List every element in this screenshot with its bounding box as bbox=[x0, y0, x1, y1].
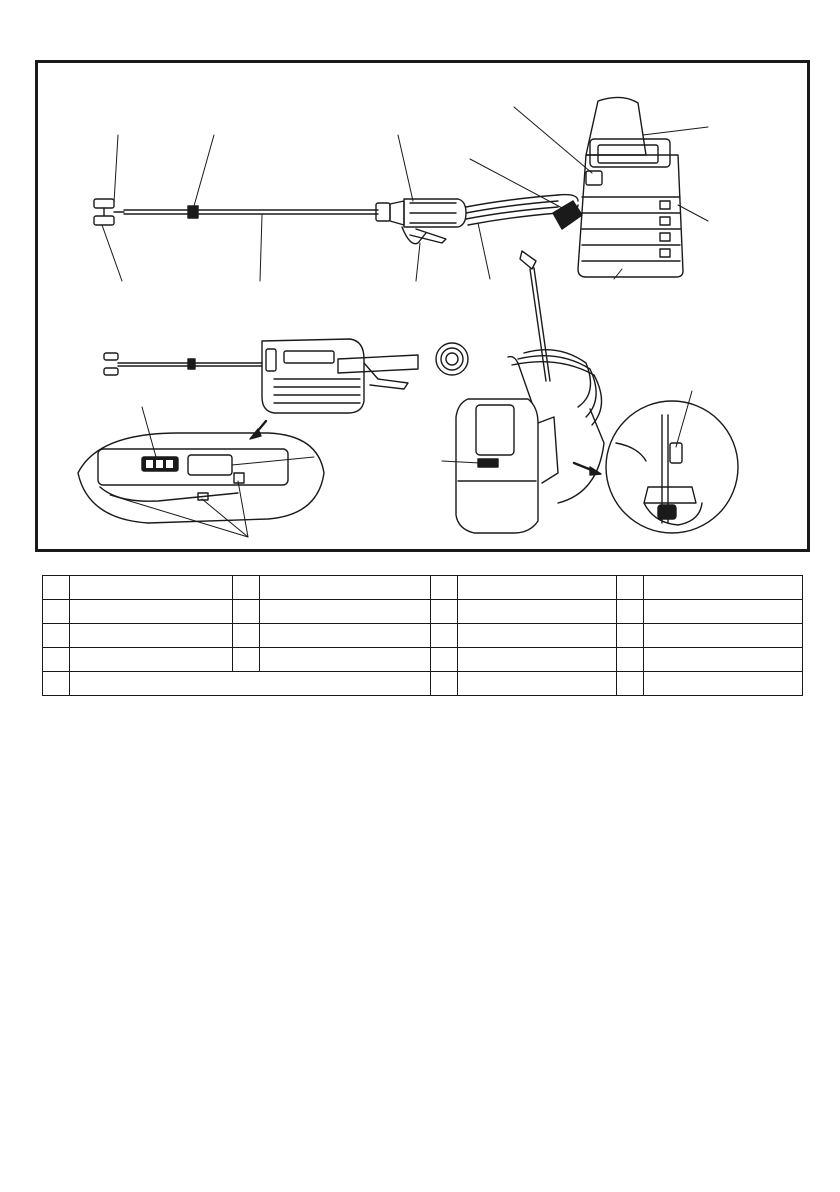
legend-label-cell bbox=[70, 600, 233, 624]
legend-label-cell bbox=[458, 624, 617, 648]
legend-number-cell bbox=[617, 600, 644, 624]
legend-label-cell bbox=[70, 648, 233, 672]
legend-number-cell bbox=[431, 648, 458, 672]
upright-unit bbox=[442, 251, 604, 533]
legend-row bbox=[43, 576, 803, 600]
legend-row bbox=[43, 672, 803, 696]
legend-label-cell bbox=[458, 648, 617, 672]
legend-label-cell bbox=[260, 648, 431, 672]
leader-lines-left-detail bbox=[110, 407, 314, 537]
legend-number-cell bbox=[431, 624, 458, 648]
nozzle-head bbox=[94, 199, 124, 225]
legend-number-cell bbox=[43, 600, 70, 624]
legend-number-cell bbox=[43, 576, 70, 600]
legend-number-cell bbox=[431, 576, 458, 600]
legend-label-cell bbox=[458, 576, 617, 600]
legend-number-cell bbox=[617, 576, 644, 600]
legend-number-cell bbox=[43, 648, 70, 672]
legend-label-cell bbox=[644, 624, 803, 648]
legend-label-cell-wide bbox=[70, 672, 431, 696]
tank bbox=[578, 97, 683, 277]
detail-callout-right bbox=[606, 391, 738, 533]
legend-number-cell bbox=[43, 672, 70, 696]
legend-number-cell bbox=[233, 600, 260, 624]
trigger-gun bbox=[376, 199, 466, 244]
detail-callout-left bbox=[78, 433, 324, 523]
legend-label-cell bbox=[644, 648, 803, 672]
legend-label-cell bbox=[260, 624, 431, 648]
figure-frame bbox=[35, 60, 810, 552]
legend-number-cell bbox=[233, 624, 260, 648]
extension-lance bbox=[124, 206, 378, 218]
legend-number-cell bbox=[43, 624, 70, 648]
legend-label-cell bbox=[260, 600, 431, 624]
legend-row bbox=[43, 600, 803, 624]
arrow-to-left-detail bbox=[250, 421, 266, 439]
legend-number-cell bbox=[233, 576, 260, 600]
legend-label-cell bbox=[644, 600, 803, 624]
legend-row bbox=[43, 624, 803, 648]
legend-label-cell bbox=[260, 576, 431, 600]
legend-label-cell bbox=[644, 672, 803, 696]
legend-number-cell bbox=[233, 648, 260, 672]
product-illustration bbox=[38, 63, 807, 549]
leader-lines-top bbox=[102, 107, 708, 281]
legend-row bbox=[43, 648, 803, 672]
legend-number-cell bbox=[431, 672, 458, 696]
legend-number-cell bbox=[617, 672, 644, 696]
legend-label-cell bbox=[458, 672, 617, 696]
stored-assembly bbox=[104, 339, 468, 413]
legend-label-cell bbox=[458, 600, 617, 624]
parts-legend-table bbox=[42, 575, 803, 696]
legend-number-cell bbox=[617, 624, 644, 648]
legend-label-cell bbox=[70, 624, 233, 648]
legend-label-cell bbox=[70, 576, 233, 600]
legend-number-cell bbox=[431, 600, 458, 624]
legend-label-cell bbox=[644, 576, 803, 600]
legend-number-cell bbox=[617, 648, 644, 672]
